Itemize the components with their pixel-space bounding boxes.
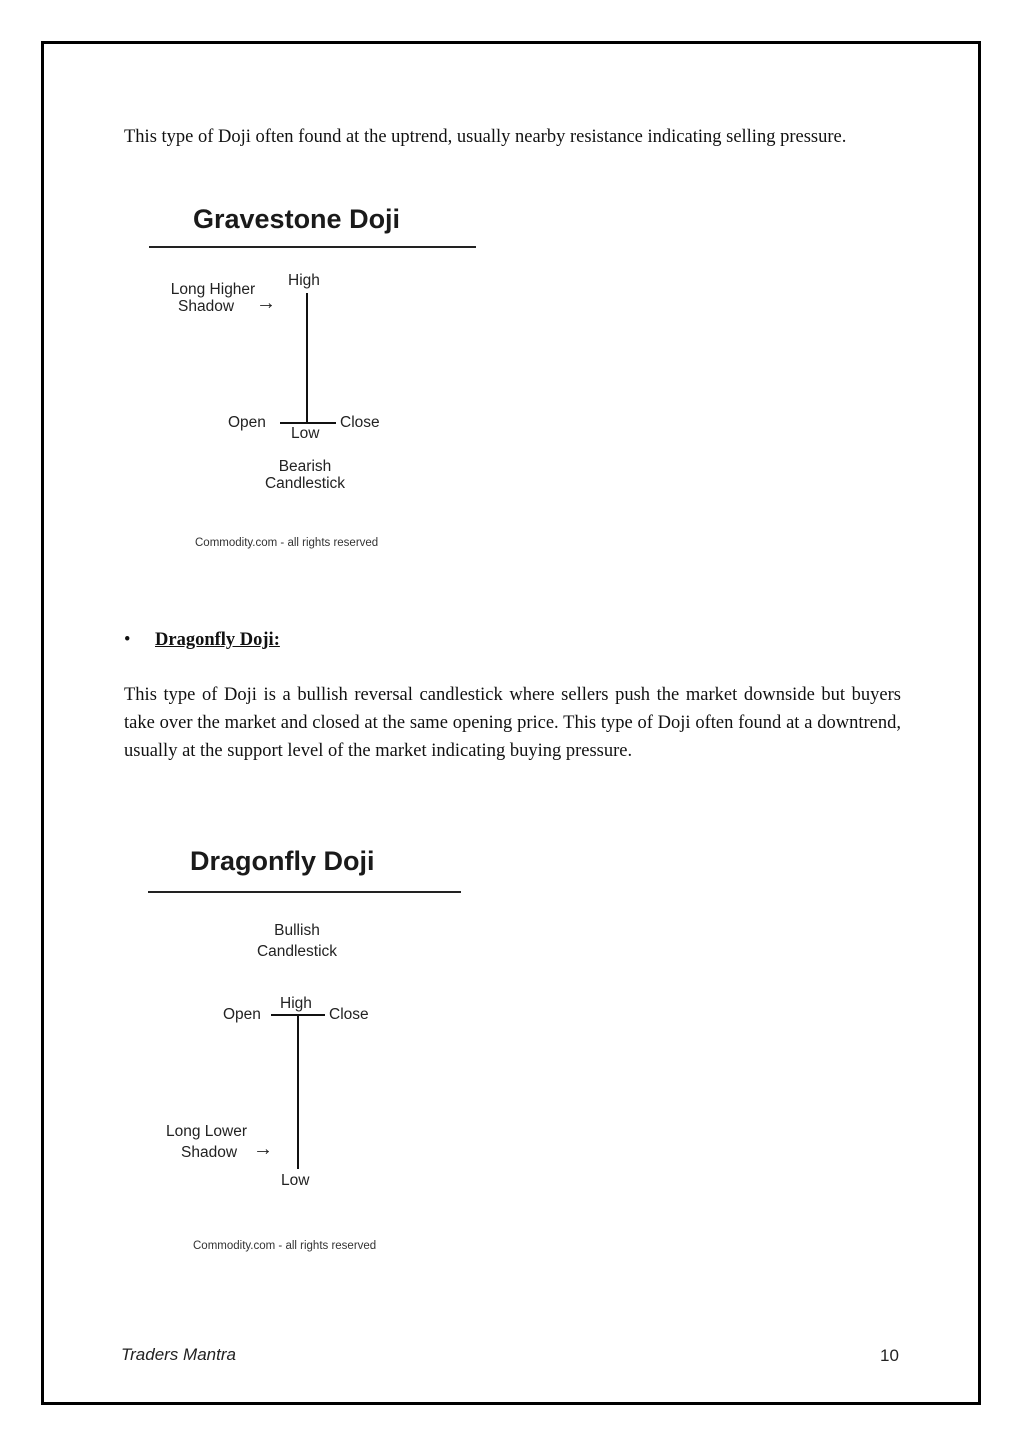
bullet-title: Dragonfly Doji:: [155, 630, 280, 650]
gravestone-open-label: Open: [228, 414, 266, 431]
gravestone-body-line: [280, 422, 336, 424]
dragonfly-arrow-icon: →: [253, 1138, 273, 1160]
dragonfly-caption-1: Bullish: [274, 922, 320, 939]
dragonfly-low-label: Low: [281, 1172, 310, 1189]
dragonfly-bullet-heading: [124, 630, 280, 651]
gravestone-shadow-label: Long Higher: [170, 281, 256, 298]
dragonfly-shadow-label: Long Lower: [166, 1123, 248, 1140]
dragonfly-shadow-label-line2: Shadow: [181, 1144, 238, 1161]
dragonfly-open-label: Open: [223, 1006, 261, 1023]
gravestone-high-label: High: [288, 272, 320, 289]
footer-brand: Traders Mantra: [121, 1345, 236, 1364]
dragonfly-lower-shadow: [297, 1014, 299, 1169]
page-number: 10: [880, 1346, 899, 1365]
dragonfly-paragraph: This type of Doji is a bullish reversal candlestick where sellers push the market downside but buyers take over the market and closed at the same opening price. This type of Doji often found at a downtrend, usually at the support level of the market indicating buying pressure.: [124, 685, 901, 761]
gravestone-shadow-label-line2: Shadow: [178, 298, 235, 315]
gravestone-close-label: Close: [340, 414, 380, 431]
dragonfly-high-label: High: [280, 995, 312, 1012]
dragonfly-credit: Commodity.com - all rights reserved: [193, 1240, 377, 1252]
intro-paragraph: This type of Doji often found at the uptrend, usually nearby resistance indicating selling pressure.: [124, 127, 847, 147]
gravestone-title: Gravestone Doji: [193, 204, 401, 234]
gravestone-title-rule: [149, 246, 476, 248]
gravestone-arrow-icon: →: [256, 292, 276, 314]
gravestone-upper-shadow: [306, 293, 308, 423]
gravestone-low-label: Low: [291, 425, 320, 442]
gravestone-caption-2: Candlestick: [264, 475, 346, 492]
dragonfly-title: Dragonfly Doji: [190, 846, 375, 876]
dragonfly-caption-2: Candlestick: [256, 943, 338, 960]
dragonfly-close-label: Close: [329, 1006, 369, 1023]
dragonfly-title-rule: [148, 891, 461, 893]
bullet-icon: •: [124, 630, 131, 650]
gravestone-caption-1: Bearish: [278, 458, 332, 475]
gravestone-credit: Commodity.com - all rights reserved: [195, 537, 379, 549]
